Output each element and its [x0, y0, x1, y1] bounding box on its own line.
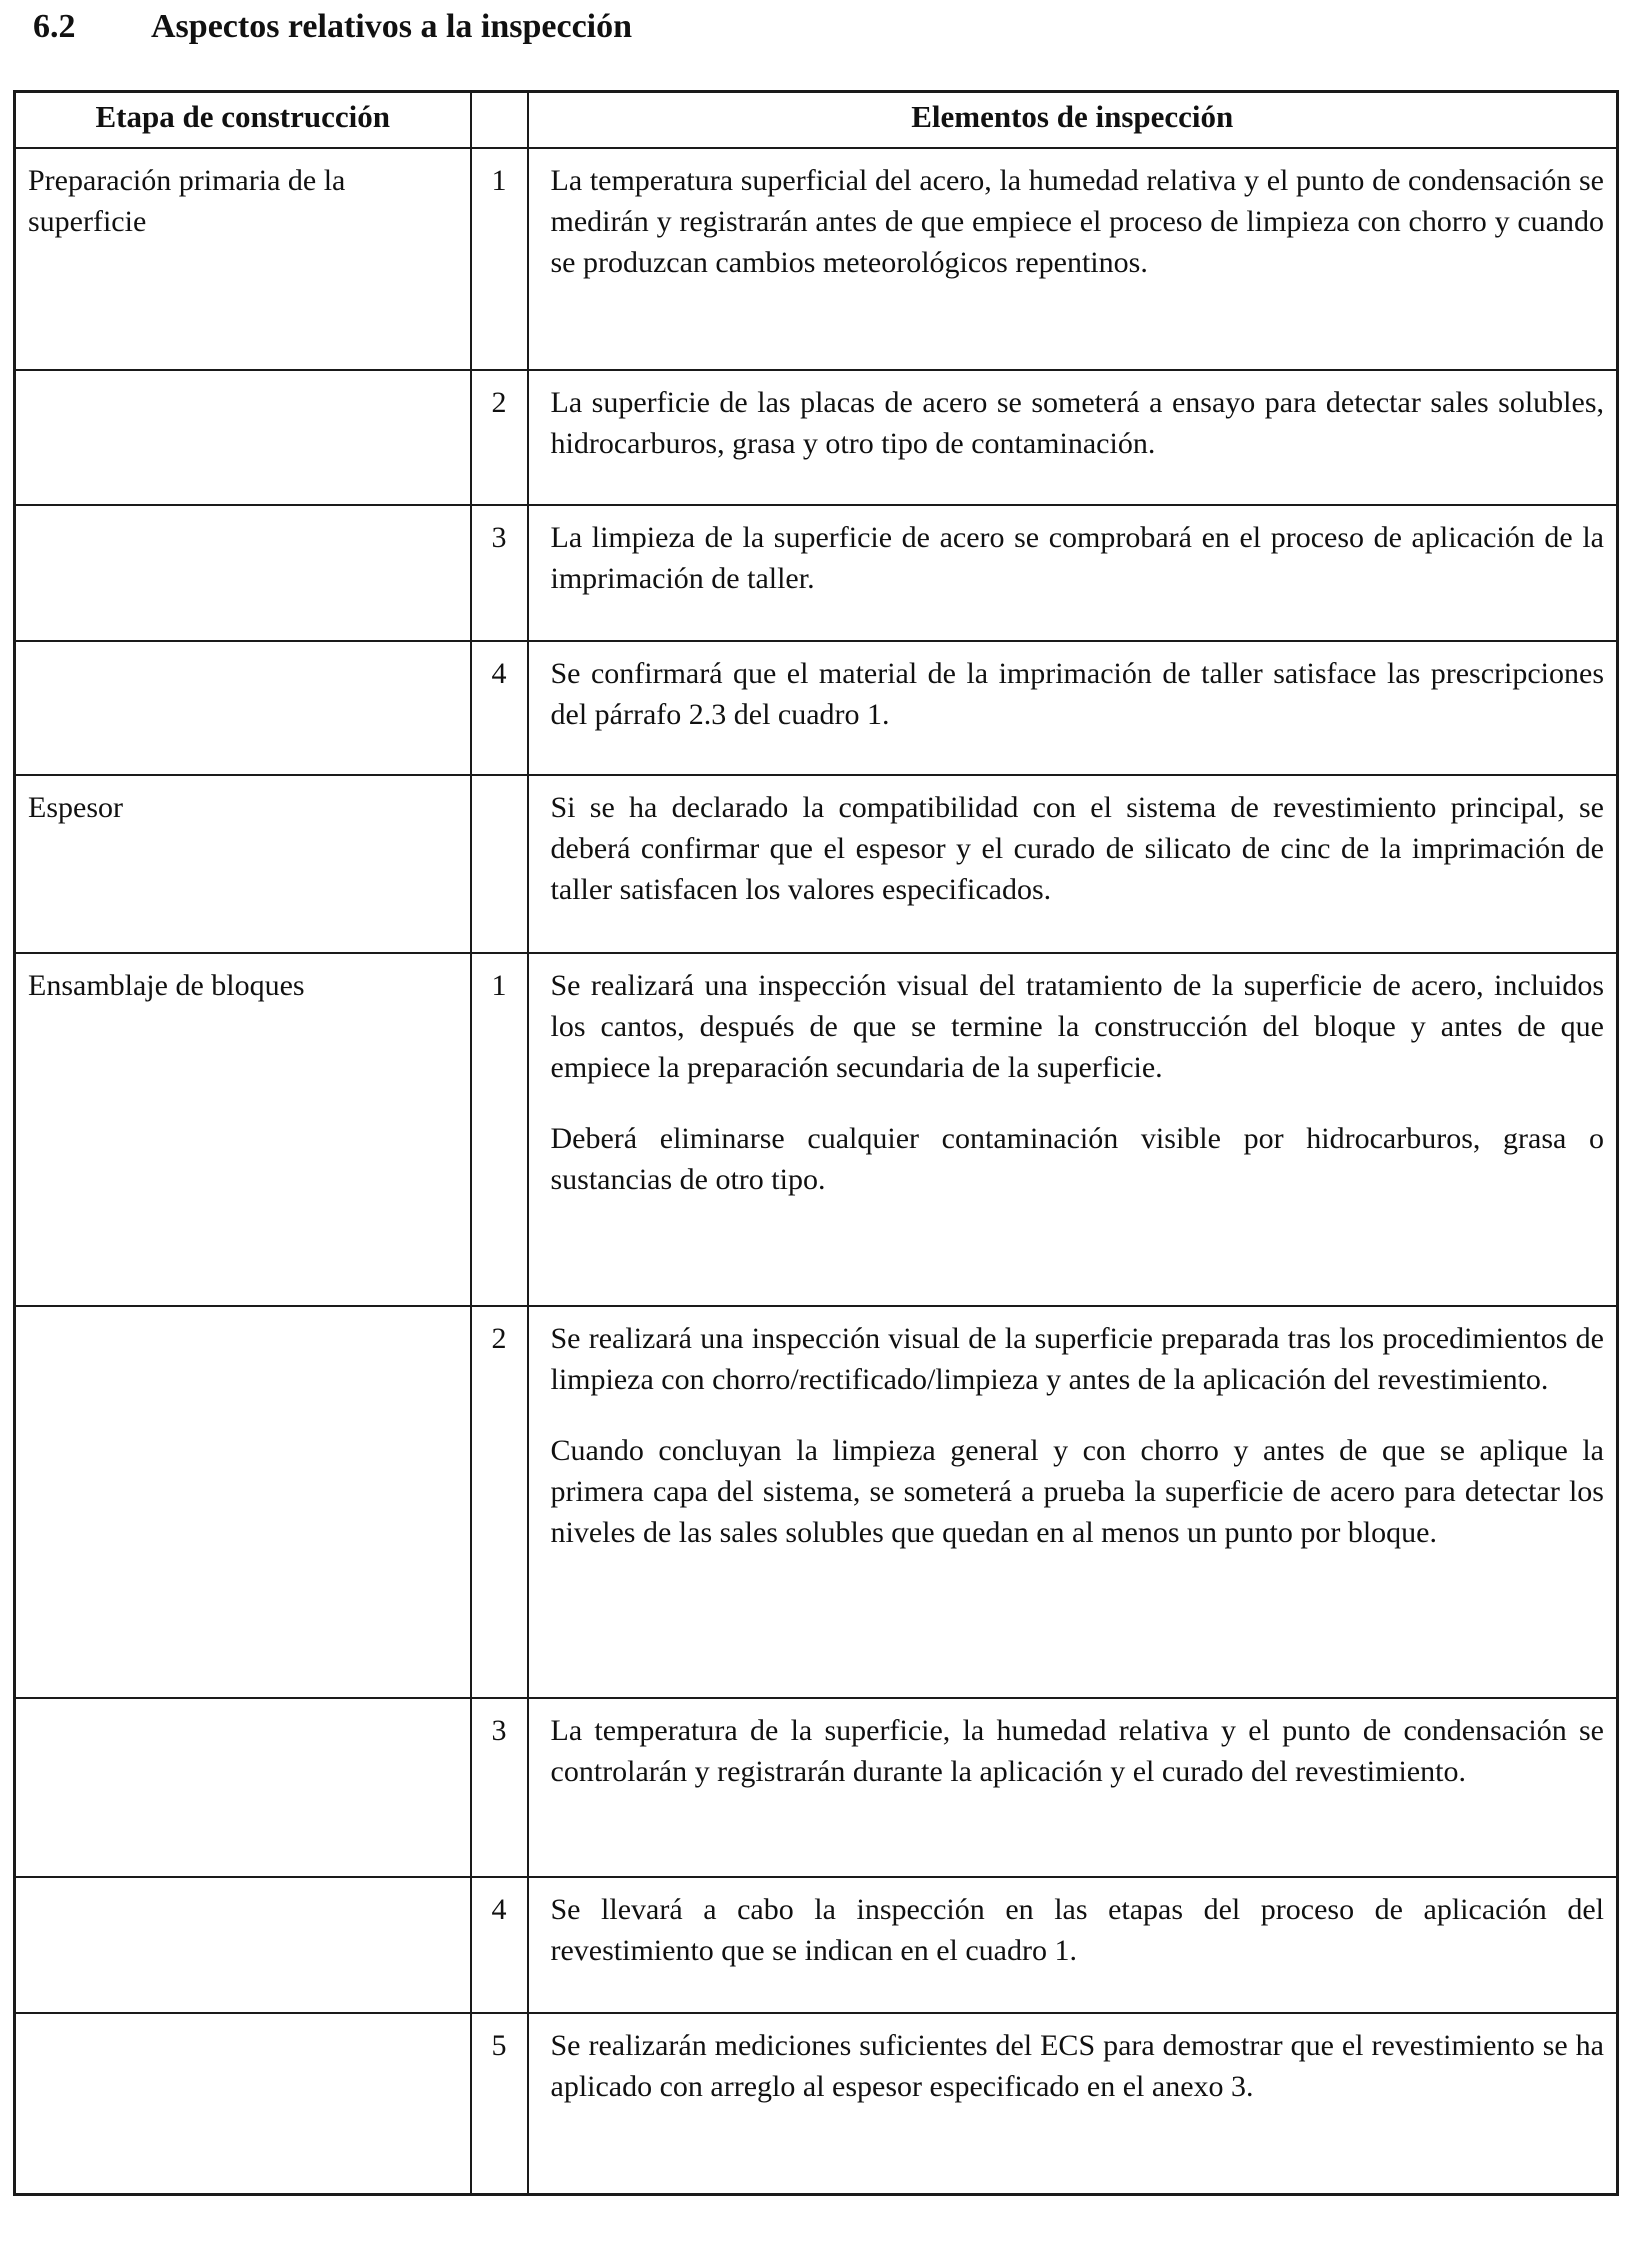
item-paragraph: Se llevará a cabo la inspección en las etapas del proceso de aplicación del revestimiento que se indican en el cuadro 1.	[550, 1893, 1604, 1967]
item-number: 2	[471, 1306, 528, 1698]
item-paragraph: Deberá eliminarse cualquier contaminación visible por hidrocarburos, grasa o sustancias de otro tipo.	[550, 1122, 1604, 1196]
stage-cell	[15, 505, 471, 641]
item-paragraph: Se realizará una inspección visual de la superficie preparada tras los procedimientos de limpieza con chorro/rectificado/limpieza y antes de la aplicación del revestimiento.	[550, 1322, 1604, 1396]
item-number: 1	[471, 953, 528, 1306]
item-number: 2	[471, 370, 528, 505]
item-description	[528, 1698, 1618, 1877]
item-description	[528, 641, 1618, 775]
item-number: 5	[471, 2013, 528, 2194]
item-number: 4	[471, 1877, 528, 2013]
item-description	[528, 148, 1618, 370]
stage-cell	[15, 641, 471, 775]
table-row	[15, 1306, 1618, 1698]
item-number: 1	[471, 148, 528, 370]
item-paragraph: Se confirmará que el material de la imprimación de taller satisface las prescripciones del párrafo 2.3 del cuadro 1.	[550, 657, 1604, 731]
item-description	[528, 1877, 1618, 2013]
item-number: 4	[471, 641, 528, 775]
stage-cell: Ensamblaje de bloques	[15, 953, 471, 1306]
item-paragraph: Cuando concluyan la limpieza general y con chorro y antes de que se aplique la primera capa del sistema, se someterá a prueba la superficie de acero para detectar los niveles de las sales solubles que quedan en al menos un punto por bloque.	[550, 1434, 1604, 1549]
stage-cell	[15, 1306, 471, 1698]
table-row	[15, 1698, 1618, 1877]
stage-cell	[15, 2013, 471, 2194]
item-paragraph: La limpieza de la superficie de acero se comprobará en el proceso de aplicación de la imprimación de taller.	[550, 521, 1604, 595]
table-row	[15, 641, 1618, 775]
item-description	[528, 370, 1618, 505]
stage-cell: Espesor	[15, 775, 471, 953]
item-paragraph: Si se ha declarado la compatibilidad con el sistema de revestimiento principal, se deberá confirmar que el espesor y el curado de silicato de cinc de la imprimación de taller satisfacen los valores especificados.	[550, 791, 1604, 906]
table-row	[15, 775, 1618, 953]
table-row	[15, 505, 1618, 641]
item-number	[471, 775, 528, 953]
table-row	[15, 953, 1618, 1306]
table-row	[15, 1877, 1618, 2013]
item-description	[528, 505, 1618, 641]
header-number	[471, 92, 528, 149]
item-description	[528, 953, 1618, 1306]
item-description	[528, 1306, 1618, 1698]
item-paragraph: La temperatura superficial del acero, la humedad relativa y el punto de condensación se medirán y registrarán antes de que empiece el proceso de limpieza con chorro y cuando se produzcan cambios meteorológicos repentinos.	[550, 164, 1604, 279]
table-row	[15, 148, 1618, 370]
inspection-table	[13, 90, 1619, 2196]
table-row	[15, 370, 1618, 505]
item-description	[528, 775, 1618, 953]
item-description	[528, 2013, 1618, 2194]
item-paragraph: La superficie de las placas de acero se someterá a ensayo para detectar sales solubles, hidrocarburos, grasa y otro tipo de contaminación.	[550, 386, 1604, 460]
section-heading	[33, 8, 632, 46]
item-paragraph: La temperatura de la superficie, la humedad relativa y el punto de condensación se controlarán y registrarán durante la aplicación y el curado del revestimiento.	[550, 1714, 1604, 1788]
item-number: 3	[471, 1698, 528, 1877]
stage-cell: Preparación primaria de la superficie	[15, 148, 471, 370]
item-number: 3	[471, 505, 528, 641]
stage-cell	[15, 370, 471, 505]
item-paragraph: Se realizará una inspección visual del tratamiento de la superficie de acero, incluidos los cantos, después de que se termine la construcción del bloque y antes de que empiece la preparación secundaria de la superficie.	[550, 969, 1604, 1084]
table-header-row	[15, 92, 1618, 149]
table-row	[15, 2013, 1618, 2194]
stage-cell	[15, 1698, 471, 1877]
item-paragraph: Se realizarán mediciones suficientes del ECS para demostrar que el revestimiento se ha aplicado con arreglo al espesor especificado en el anexo 3.	[550, 2029, 1604, 2103]
section-title: Aspectos relativos a la inspección	[151, 8, 633, 45]
section-number: 6.2	[33, 8, 76, 45]
header-stage: Etapa de construcción	[15, 92, 471, 149]
stage-cell	[15, 1877, 471, 2013]
header-items: Elementos de inspección	[528, 92, 1618, 149]
